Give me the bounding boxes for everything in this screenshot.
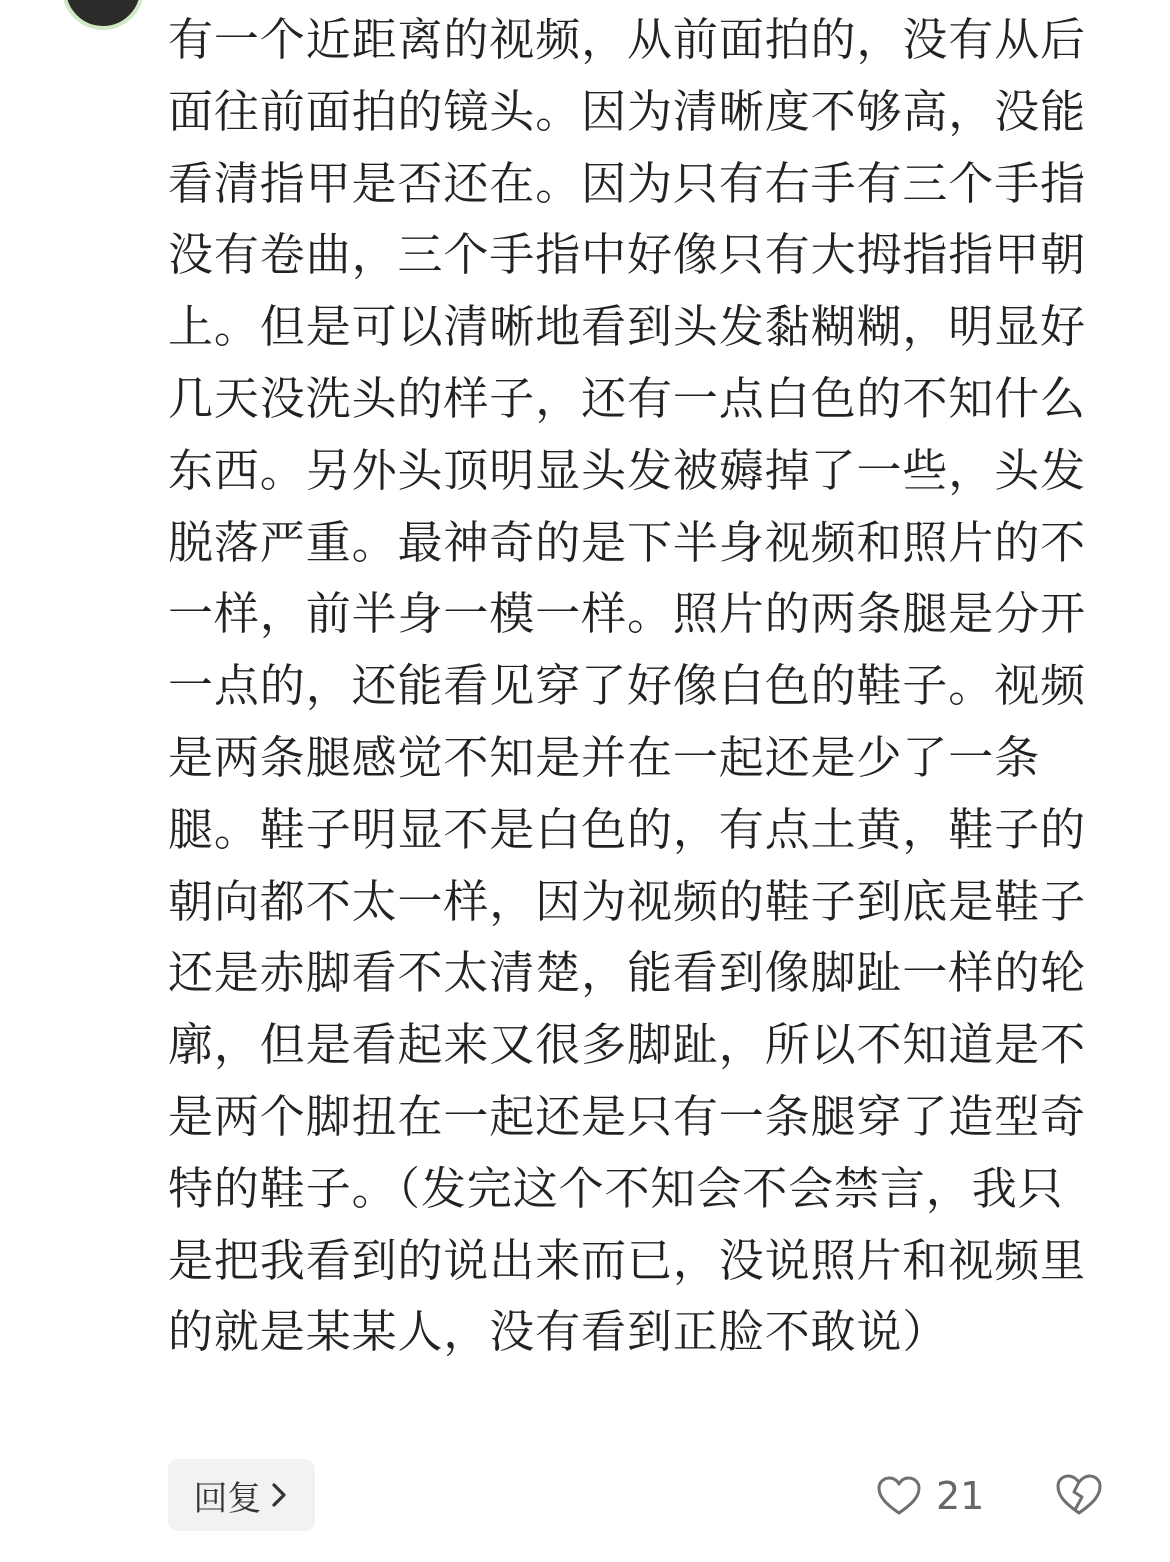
reply-button[interactable]: [168, 1459, 315, 1531]
comment-text: 有一个近距离的视频，从前面拍的，没有从后面往前面拍的镜头。因为清晰度不够高，没能看清指甲是否还在。因为只有右手有三个手指没有卷曲，三个手指中好像只有大拇指指甲朝上。但是可以清晰地看到头发黏糊糊，明显好几天没洗头的样子，还有一点白色的不知什么东西。另外头顶明显头发被薅掉了一些，头发脱落严重。最神奇的是下半身视频和照片的不一样，前半身一模一样。照片的两条腿是分开一点的，还能看见穿了好像白色的鞋子。视频是两条腿感觉不知是并在一起还是少了一条腿。鞋子明显不是白色的，有点土黄，鞋子的朝向都不太一样，因为视频的鞋子到底是鞋子还是赤脚看不太清楚，能看到像脚趾一样的轮廓，但是看起来又很多脚趾，所以不知道是不是两个脚扭在一起还是只有一条腿穿了造型奇特的鞋子。（发完这个不知会不会禁言，我只是把我看到的说出来而已，没说照片和视频里的就是某某人，没有看到正脸不敢说）: [168, 13, 1087, 1359]
broken-heart-icon[interactable]: [1054, 1472, 1104, 1518]
chevron-right-icon: [268, 1480, 290, 1510]
like-count: 21: [936, 1474, 985, 1518]
reply-button-label: 回复: [193, 1478, 262, 1519]
heart-outline-icon: [876, 1475, 922, 1517]
like-button[interactable]: [876, 1468, 984, 1524]
avatar[interactable]: [62, 0, 144, 30]
